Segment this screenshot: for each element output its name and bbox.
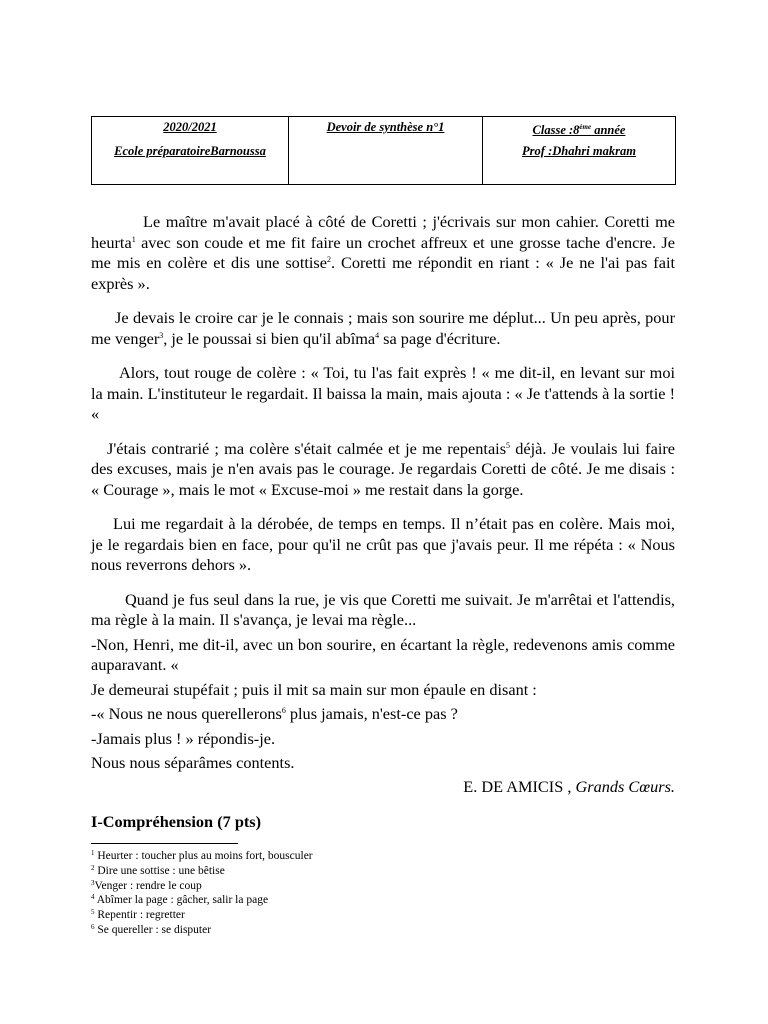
footnote-number: 3	[91, 878, 95, 887]
footnote-number: 6	[91, 922, 95, 931]
paragraph-6: Quand je fus seul dans la rue, je vis que Coretti me suivait. Je m'arrêtai et l'attendis, ma règle à la main. Il s'avança, je levai ma règle...	[91, 589, 675, 629]
school-year: 2020/2021	[163, 120, 217, 134]
p2-part-c: sa page d'écriture.	[379, 328, 501, 348]
footnote-item	[91, 893, 491, 908]
p2-part-b: , je le poussai si bien qu'il abîma	[163, 328, 376, 348]
class-label-text: Classe :8	[532, 123, 580, 137]
footnote-ref-1: 1	[131, 234, 136, 244]
footnote-text: Se quereller : se disputer	[94, 923, 212, 936]
header-cell-exam	[289, 117, 483, 184]
p4-part-b: déjà. Je voulais lui faire des excuses, mais je n'en avais pas le courage. Je regardais Coretti de côté. Je me disais : « Courage », mais le mot « Excuse-moi » me restait dans la gorge.	[91, 438, 675, 499]
author-name: E. DE AMICIS ,	[463, 776, 576, 796]
footnote-ref-3: 3	[159, 330, 164, 340]
p1-part-b: avec son coude et me fit faire un crochet affreux et une grosse tache d'encre. Je me mis en colère et dis une sottise	[91, 232, 675, 272]
footnote-separator	[91, 843, 238, 844]
footnote-item	[91, 849, 491, 864]
dialogue-line-1: -Non, Henri, me dit-il, avec un bon sourire, en écartant la règle, redevenons amis comme auparavant. «	[91, 634, 675, 674]
paragraph-4	[91, 439, 675, 501]
footnote-text: Dire une sottise : une bêtise	[94, 864, 225, 877]
footnote-ref-5: 5	[506, 440, 511, 450]
footnote-number: 1	[91, 849, 95, 857]
dialogue-line-2: Je demeurai stupéfait ; puis il mit sa main sur mon épaule en disant :	[91, 679, 537, 699]
section-title: I-Compréhension (7 pts)	[91, 812, 262, 831]
footnote-item	[91, 908, 491, 923]
footnote-ref-4: 4	[375, 330, 380, 340]
footnote-item	[91, 923, 491, 938]
footnote-ref-2: 2	[326, 255, 331, 264]
footnote-number: 4	[91, 893, 95, 902]
paragraph-5: Lui me regardait à la dérobée, de temps en temps. Il n’était pas en colère. Mais moi, je le regardais bien en face, pour qu'il ne crût pas que j'avais peur. Il me répéta : « Nous nous reverrons dehors ».	[91, 514, 675, 574]
p4-part-a: J'étais contrarié ; ma colère s'était calmée et je me repentais	[107, 438, 507, 458]
p1-part-c: . Coretti me répondit en riant : « Je ne l'ai pas fait exprès ».	[91, 253, 675, 293]
teacher-name: Prof :Dhahri makram	[522, 144, 636, 158]
dialogue-line-5: Nous nous séparâmes contents.	[91, 753, 295, 772]
class-label-sup: ème	[579, 123, 592, 131]
footnote-item	[91, 864, 491, 879]
footnote-ref-6: 6	[281, 706, 286, 715]
class-label-suffix: année	[591, 123, 626, 137]
p2-part-a: Je devais le croire car je le connais ; mais son sourire me déplut... Un peu après, pour me venger	[91, 308, 675, 348]
header-cell-school	[92, 117, 289, 184]
footnotes	[91, 849, 491, 938]
paragraph-2	[91, 308, 675, 349]
reading-text	[91, 212, 675, 797]
class-label	[483, 119, 675, 135]
p1-part-a: Le maître m'avait placé à côté de Coretti ; j'écrivais sur mon cahier. Coretti me heurta	[91, 212, 675, 252]
header-cell-class	[483, 117, 675, 184]
school-name: Ecole préparatoireBarnoussa	[114, 144, 266, 158]
paragraph-1	[91, 212, 675, 294]
footnote-text: Abîmer la page : gâcher, salir la page	[94, 894, 269, 907]
d3-part-a: -« Nous ne nous querellerons	[91, 704, 282, 723]
footnote-number: 2	[91, 863, 95, 872]
paragraph-3: Alors, tout rouge de colère : « Toi, tu l'as fait exprès ! « me dit-il, en levant sur moi la main. L'instituteur le regardait. Il baissa la main, mais ajouta : « Je t'attends à la sortie ! «	[91, 363, 675, 423]
header-table	[91, 116, 676, 185]
dialogue-line-3	[91, 704, 675, 725]
footnote-text: Repentir : regretter	[94, 909, 185, 922]
dialogue-line-4: -Jamais plus ! » répondis-je.	[91, 728, 276, 748]
footnote-text: Venger : rendre le coup	[94, 879, 202, 892]
footnote-item	[91, 879, 491, 894]
exam-title: Devoir de synthèse n°1	[326, 120, 445, 134]
d3-part-b: plus jamais, n'est-ce pas ?	[285, 704, 458, 723]
footnote-number: 5	[91, 908, 95, 917]
author-signature	[91, 777, 675, 798]
footnote-text: Heurter : toucher plus au moins fort, bousculer	[94, 850, 313, 862]
work-title: Grands Cœurs.	[575, 776, 675, 796]
